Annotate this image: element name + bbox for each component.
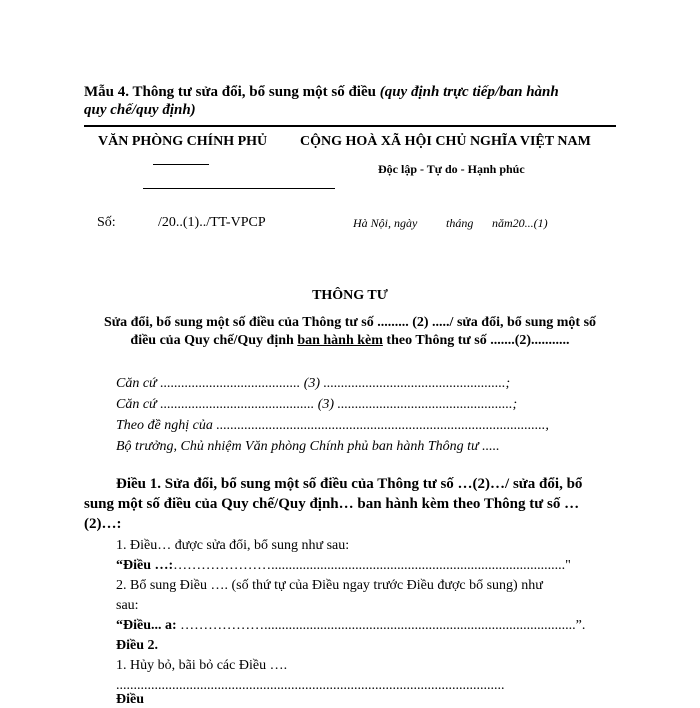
doc-subject-post: theo Thông tư số .......(2)...........: [382, 333, 570, 348]
quote2-bold: “Điều... a:: [116, 618, 177, 633]
article1-quote-2: [116, 618, 585, 634]
article1-heading-3: (2)…:: [84, 516, 122, 532]
quote1-rest: …………………....................................................................................": [173, 558, 571, 573]
motto: Độc lập - Tự do - Hạnh phúc: [378, 162, 525, 176]
number-label: Số:: [97, 215, 116, 230]
form-title-italic-2: quy chế/quy định): [84, 102, 196, 118]
article1-item-1: 1. Điều… được sửa đổi, bổ sung như sau:: [116, 538, 350, 553]
date-year: năm20...(1): [492, 216, 548, 230]
date-month: tháng: [446, 216, 474, 230]
doc-subject-pre: điều của Quy chế/Quy định: [130, 333, 298, 348]
form-title-bold: Mẫu 4. Thông tư sửa đổi, bổ sung một số điều: [84, 84, 376, 100]
article1-item-2-line1: 2. Bổ sung Điều …. (số thứ tự của Điều ngay trước Điều được bổ sung) như: [116, 578, 543, 593]
doc-type: THÔNG TƯ: [312, 288, 388, 303]
quote1-bold: “Điều …:: [116, 558, 174, 573]
article1-heading-1: Điều 1. Sửa đổi, bổ sung một số điều của Thông tư số …(2)…/ sửa đổi, bổ: [116, 476, 583, 492]
quote2-rest: ……………….........................................................................................”.: [180, 618, 586, 633]
form-title-italic: (quy định trực tiếp/ban hành: [379, 84, 559, 100]
form-title: [84, 84, 559, 101]
place-day: Hà Nội, ngày: [353, 216, 418, 230]
article1-item-2-line2: sau:: [116, 598, 139, 613]
article1-quote-1: [116, 558, 571, 574]
doc-subject-line1: Sửa đổi, bổ sung một số điều của Thông tư số ......... (2) ...../ sửa đổi, bổ sung một số: [103, 315, 597, 330]
article2-heading: Điều 2.: [116, 638, 158, 653]
basis-line-2: Căn cứ ............................................ (3) ..................................................;: [116, 397, 518, 412]
doc-subject-underlined: ban hành kèm: [297, 333, 383, 348]
article2-next: Điều: [116, 692, 144, 707]
agency-name: VĂN PHÒNG CHÍNH PHỦ: [98, 134, 268, 149]
header-rule: [84, 125, 616, 127]
article2-dots: ...............................................................................................................: [116, 678, 505, 693]
article2-item-1: 1. Hủy bỏ, bãi bỏ các Điều ….: [116, 658, 288, 673]
basis-line-3: Theo đề nghị của ..............................................................................................,: [116, 418, 549, 433]
agency-underline: [153, 164, 209, 165]
doc-subject-line2: [0, 333, 700, 349]
article1-heading-2: sung một số điều của Quy chế/Quy định… ban hành kèm theo Thông tư số …: [84, 496, 580, 512]
basis-line-1: Căn cứ ........................................ (3) ....................................................;: [116, 376, 511, 391]
number-value: /20..(1)../TT-VPCP: [158, 215, 266, 230]
motto-underline: [143, 188, 335, 189]
basis-line-4: Bộ trưởng, Chủ nhiệm Văn phòng Chính phủ ban hành Thông tư .....: [116, 439, 500, 454]
country-name: CỘNG HOÀ XÃ HỘI CHỦ NGHĨA VIỆT NAM: [300, 134, 591, 149]
